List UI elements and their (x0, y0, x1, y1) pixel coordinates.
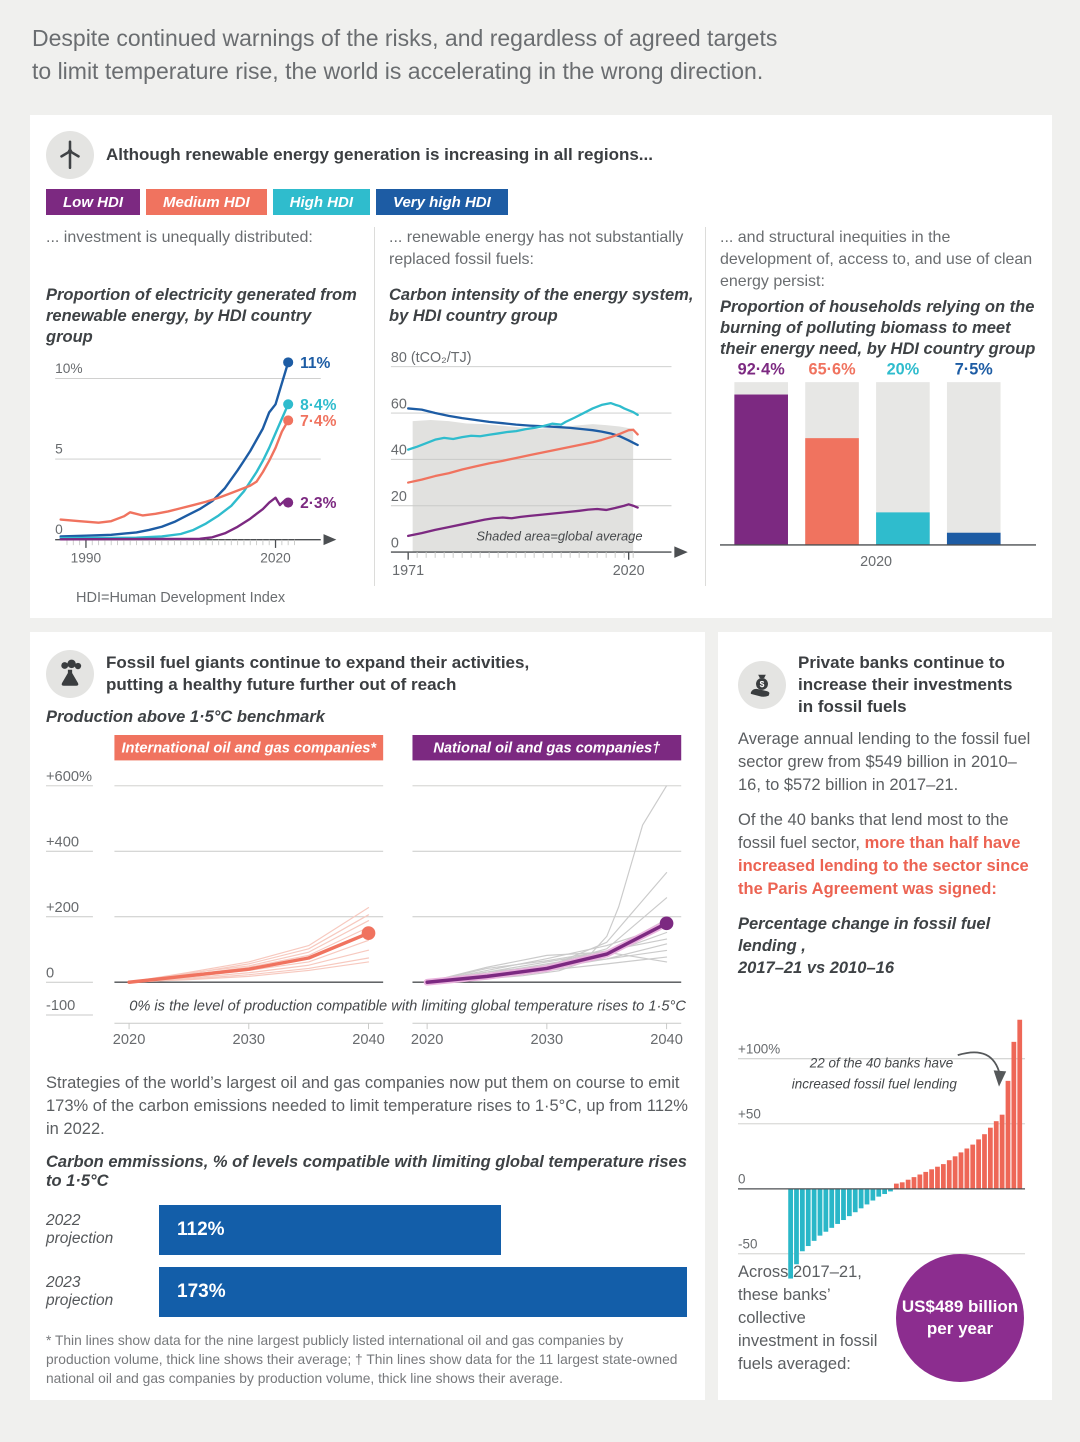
fossil-heading-line2: putting a healthy future further out of reach (106, 675, 457, 694)
page-intro-line1: Despite continued warnings of the risks, and regardless of agreed targets (32, 25, 778, 51)
svg-text:92·4%: 92·4% (737, 363, 785, 379)
emissions-bar-2023 (159, 1267, 687, 1317)
svg-text:2020: 2020 (612, 563, 645, 580)
carbon-intensity-chart-title: Carbon intensity of the energy system, by HDI country group (389, 286, 694, 325)
emissions-value-2022: 112% (177, 1219, 225, 1241)
svg-text:7·5%: 7·5% (954, 363, 993, 379)
svg-text:2·3%: 2·3% (300, 495, 337, 513)
svg-text:0: 0 (46, 965, 55, 982)
svg-text:22 of the 40 banks have: 22 of the 40 banks have (809, 1055, 954, 1071)
wind-turbine-icon (46, 131, 94, 179)
production-benchmark-chart (46, 735, 691, 1062)
fossil-footnote: * Thin lines show data for the nine largest publicly listed international oil and gas companies by production volume, thick line shows their average; † Thin lines show data for the 11 largest state-owned national oil and gas companies by production volume, thick line shows their average. (46, 1333, 678, 1387)
column-carbon-intensity (374, 227, 705, 586)
svg-text:80 (tCO₂/TJ): 80 (tCO₂/TJ) (390, 351, 472, 366)
emissions-bar-row-2023 (46, 1267, 689, 1317)
renewable-electricity-chart (46, 351, 362, 571)
svg-text:Shaded area=global average: Shaded area=global average (476, 528, 643, 544)
svg-text:40: 40 (390, 442, 407, 459)
svg-text:-100: -100 (46, 998, 76, 1015)
factory-pollution-icon (46, 650, 94, 698)
investment-total-circle (896, 1254, 1024, 1382)
carbon-intensity-chart (389, 351, 705, 586)
svg-text:increased fossil fuel lending: increased fossil fuel lending (791, 1076, 957, 1092)
svg-text:2020: 2020 (260, 550, 291, 566)
svg-text:0: 0 (390, 535, 399, 552)
fossil-header (46, 650, 689, 698)
bank-chart-title (738, 913, 1032, 979)
svg-text:1971: 1971 (392, 563, 425, 580)
svg-text:10%: 10% (55, 360, 83, 376)
svg-text:2040: 2040 (352, 1031, 385, 1048)
column-biomass (705, 227, 1036, 586)
biomass-households-chart (720, 363, 1036, 578)
svg-text:+600%: +600% (46, 768, 93, 785)
svg-text:8·4%: 8·4% (300, 396, 337, 414)
banks-paragraph-2-highlight: more than half have increased lending to the sector since the Paris Agreement was signed: (738, 834, 1029, 898)
legend-chip-medium-hdi: Medium HDI (146, 189, 267, 215)
emissions-bar-label-2023: 2023 projection (46, 1274, 114, 1310)
legend-chip-very-high-hdi: Very high HDI (376, 189, 508, 215)
svg-text:+100%: +100% (738, 1041, 781, 1057)
renewables-heading: Although renewable energy generation is increasing in all regions... (106, 145, 653, 164)
circle-line1: US$489 billion (901, 1297, 1019, 1316)
banks-paragraph-1: Average annual lending to the fossil fuel sector grew from $549 billion in 2010–16, to $572 billion in 2017–21. (738, 730, 1031, 794)
renewables-header (46, 131, 1036, 179)
emissions-value-2023: 173% (177, 1281, 226, 1303)
emissions-chart-title: Carbon emmissions, % of levels compatible with limiting global temperature rises to 1·5°C (46, 1153, 687, 1191)
svg-text:0% is the level of production: 0% is the level of production compatible with limiting global temperature rises to 1·5°C (129, 998, 686, 1015)
svg-text:International oil and gas comp: International oil and gas companies* (121, 740, 377, 757)
circle-line2: per year (926, 1319, 994, 1338)
legend-chip-low-hdi: Low HDI (46, 189, 140, 215)
emissions-bar-label-2022: 2022 projection (46, 1212, 114, 1248)
page-intro (32, 22, 777, 88)
biomass-chart-title: Proportion of households relying on the burning of polluting biomass to meet their energy need, by HDI country group (720, 298, 1036, 358)
banks-bottom (738, 1254, 1038, 1382)
svg-text:20: 20 (390, 488, 407, 505)
svg-text:0: 0 (55, 522, 63, 538)
panel-private-banks (718, 632, 1052, 1400)
svg-text:7·4%: 7·4% (300, 412, 337, 430)
svg-text:0: 0 (738, 1171, 746, 1187)
svg-text:65·6%: 65·6% (808, 363, 856, 379)
svg-text:11%: 11% (300, 354, 331, 372)
renewables-columns (46, 227, 1036, 586)
svg-text:2040: 2040 (650, 1031, 683, 1048)
banks-bottom-text: Across 2017–21, these banks’ collective investment in fossil fuels averaged: (738, 1262, 878, 1373)
column-investment (46, 227, 374, 586)
panel-fossil-giants (30, 632, 705, 1400)
svg-text:2030: 2030 (530, 1031, 564, 1048)
svg-text:20%: 20% (886, 363, 920, 379)
svg-text:+200: +200 (46, 899, 79, 916)
svg-text:+50: +50 (738, 1106, 761, 1122)
svg-text:60: 60 (390, 396, 407, 413)
svg-text:2020: 2020 (410, 1031, 444, 1048)
svg-text:1990: 1990 (70, 550, 102, 566)
legend-chip-high-hdi: High HDI (273, 189, 370, 215)
fossil-paragraph: Strategies of the world’s largest oil and gas companies now put them on course to emit 173% of the carbon emissions needed to limit temperature rises to 1·5°C, up from 112% in 2022. (46, 1074, 688, 1139)
panel-renewables (30, 115, 1052, 618)
investment-intro: ... investment is unequally distributed: (46, 229, 313, 246)
emissions-bar-row-2022 (46, 1205, 689, 1255)
hdi-legend (46, 189, 1036, 215)
banks-header (738, 652, 1032, 718)
biomass-intro: ... and structural inequities in the development of, access to, and use of clean energy persist: (720, 229, 1033, 290)
svg-text:$: $ (759, 678, 765, 689)
svg-text:+400: +400 (46, 834, 79, 851)
bank-lending-chart (738, 987, 1034, 1296)
emissions-bar-2022 (159, 1205, 501, 1255)
svg-text:2020: 2020 (860, 554, 893, 571)
fossil-heading (106, 652, 529, 696)
fossil-heading-line1: Fossil fuel giants continue to expand their activities, (106, 653, 530, 672)
bank-chart-title-line2: 2017–21 vs 2010–16 (738, 959, 894, 977)
banks-heading: Private banks continue to increase their investments in fossil fuels (798, 653, 1013, 716)
money-hand-icon (738, 661, 786, 709)
banks-paragraph-2-plain: Of the 40 banks that lend most to the fossil fuel sector, (738, 811, 1009, 852)
production-benchmark-label: Production above 1·5°C benchmark (46, 708, 325, 726)
page-intro-line2: to limit temperature rise, the world is accelerating in the wrong direction. (32, 58, 764, 84)
renewable-electricity-chart-title: Proportion of electricity generated from renewable energy, by HDI country group (46, 286, 357, 346)
carbon-intensity-intro: ... renewable energy has not substantially replaced fossil fuels: (389, 229, 684, 268)
svg-text:5: 5 (55, 441, 63, 457)
svg-text:-50: -50 (738, 1236, 758, 1252)
svg-text:National oil and gas companies: National oil and gas companies† (433, 740, 661, 757)
svg-text:2030: 2030 (232, 1031, 266, 1048)
hdi-footnote: HDI=Human Development Index (76, 590, 286, 606)
banks-paragraph-2 (738, 809, 1032, 901)
bank-chart-title-line1: Percentage change in fossil fuel lending , (738, 915, 991, 955)
svg-text:2020: 2020 (112, 1031, 146, 1048)
